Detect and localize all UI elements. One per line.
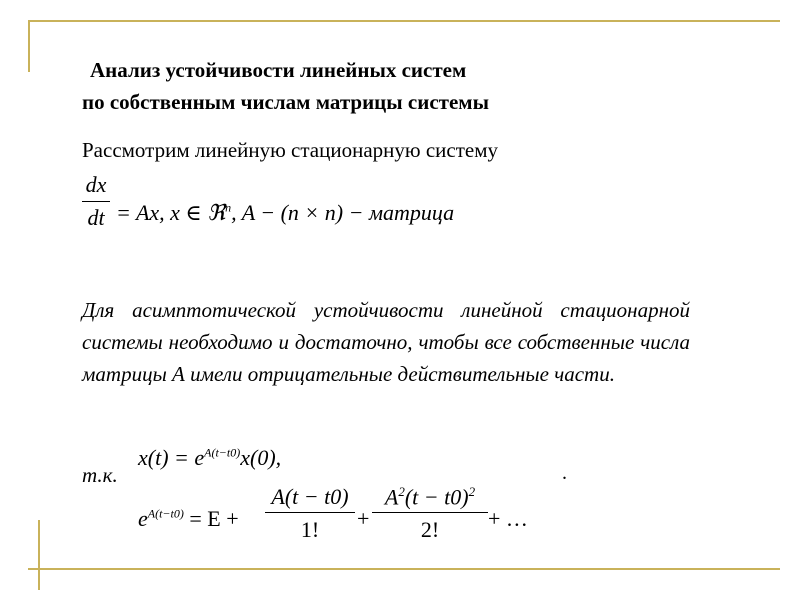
term-2-mid: (t − t0): [404, 484, 469, 510]
solution-equation: [138, 445, 281, 471]
frame-bottom-left-rule: [38, 520, 40, 590]
solution-lhs: x(t) = e: [138, 445, 205, 470]
series-lhs-exponent: A(t−t0): [147, 506, 184, 521]
term-2-exp2: 2: [468, 484, 476, 499]
series-term-2: [372, 484, 488, 543]
matrix-exponential-series: [138, 484, 558, 554]
slide-title-line1: Анализ устойчивости линейных систем: [90, 58, 467, 82]
series-term-1: [265, 484, 355, 543]
term-2-base: A: [384, 484, 399, 510]
fraction-bar: [82, 201, 110, 202]
plus-sign: +: [357, 506, 370, 531]
fraction-bar: [265, 512, 355, 513]
series-term-1-numerator: A(t − t0): [271, 484, 349, 509]
intro-text: Рассмотрим линейную стационарную систему: [82, 138, 499, 162]
trailing-dot: .: [562, 462, 567, 484]
series-term-2-numerator: [372, 484, 488, 510]
series-lhs-tail: = E +: [183, 506, 239, 531]
solution-exponent: A(t−t0): [204, 445, 241, 460]
tk-label: т.к.: [82, 463, 118, 487]
frame-left-rule: [28, 20, 30, 72]
series-lhs-base: e: [138, 506, 148, 531]
series-lhs: [138, 506, 239, 532]
system-equation-rhs: [116, 200, 454, 226]
rhs-tail: , A − (n × n) − матрица: [231, 200, 455, 225]
slide-title-line2: по собственным числам матрицы системы: [82, 90, 490, 114]
stability-condition-paragraph: Для асимптотической устойчивости линейной стационарной системы необходимо и достаточно, чтобы все собственные числа матрицы А имели отрицательные действительные части.: [82, 298, 690, 386]
series-term-2-denominator: 2!: [420, 517, 440, 543]
derivative-denominator: dt: [87, 205, 105, 230]
term-2-exp: 2: [398, 484, 405, 499]
rhs-exponent: n: [225, 200, 232, 215]
derivative-numerator: dx: [85, 172, 107, 197]
frame-top-rule: [28, 20, 780, 22]
derivative-fraction: [82, 172, 110, 231]
rhs-main: = Ax, x ∈ ℜ: [116, 200, 226, 225]
series-term-1-denominator: 1!: [300, 517, 320, 542]
frame-bottom-rule: [28, 568, 780, 570]
solution-rhs: x(0),: [240, 445, 282, 470]
fraction-bar: [372, 512, 488, 513]
series-tail: + …: [488, 506, 528, 531]
